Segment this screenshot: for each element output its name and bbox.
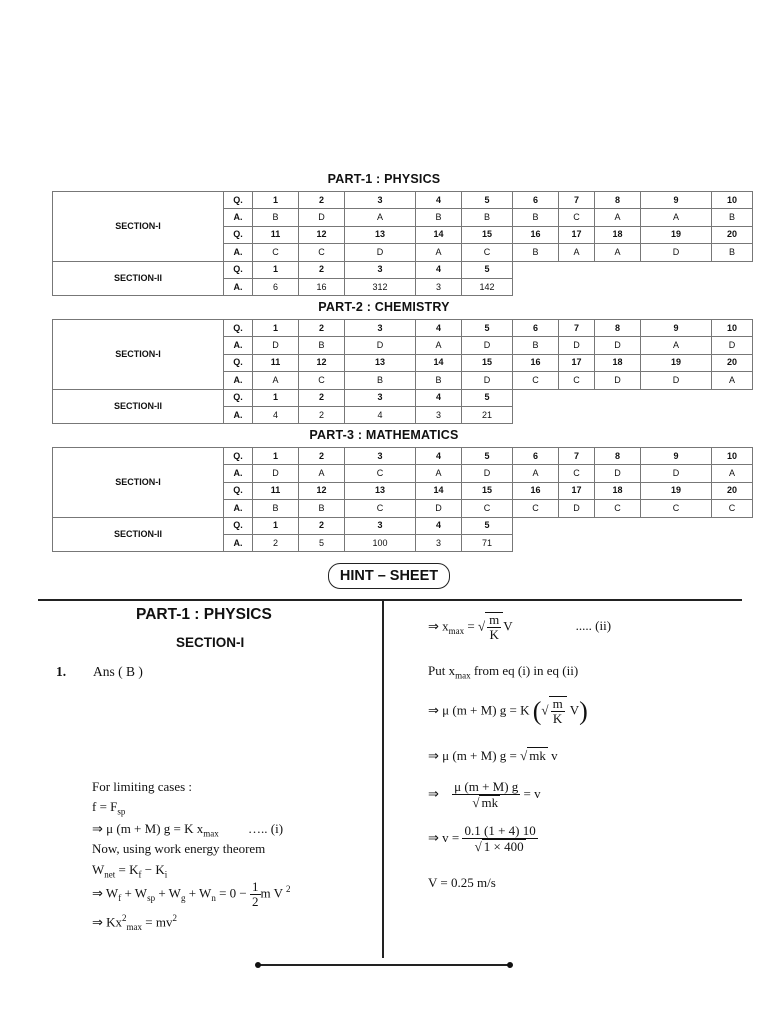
answer-cell: 1: [253, 261, 299, 278]
answer-cell: D: [462, 337, 513, 354]
answer-cell: 1: [253, 517, 299, 534]
row-label: A.: [224, 465, 253, 482]
answer-cell: A: [416, 244, 462, 261]
answer-cell: A: [595, 209, 641, 226]
answer-cell: B: [513, 209, 559, 226]
answer-cell: 4: [253, 406, 299, 423]
row-label: A.: [224, 209, 253, 226]
answer-cell: A: [416, 465, 462, 482]
answer-cell: D: [595, 465, 641, 482]
answer-key-table: [52, 319, 753, 424]
answer-cell: 11: [253, 226, 299, 243]
answer-cell: 5: [462, 517, 513, 534]
answer-label: Ans ( B ): [93, 664, 143, 679]
answer-cell: 14: [416, 482, 462, 499]
answer-cell: 8: [595, 320, 641, 337]
empty-cell: [513, 534, 559, 551]
answer-cell: 16: [513, 226, 559, 243]
answer-cell: 1: [253, 389, 299, 406]
answer-cell: 18: [595, 354, 641, 371]
answer-cell: 11: [253, 354, 299, 371]
substitution-text: Put $x_{max}$ from eq (i) in eq (ii): [428, 663, 579, 681]
empty-cell: [595, 406, 641, 423]
empty-cell: [641, 261, 712, 278]
answer-cell: 11: [253, 482, 299, 499]
answer-cell: 3: [345, 389, 416, 406]
answer-cell: 7: [559, 320, 595, 337]
row-label: Q.: [224, 389, 253, 406]
empty-cell: [641, 517, 712, 534]
end-rule: [258, 964, 510, 966]
equation-a: ⇒ μ (m + M) g = K (√ $\frac{m}{K}$ V): [428, 696, 588, 726]
answer-cell: A: [299, 465, 345, 482]
section-label: SECTION-I: [53, 448, 224, 518]
answer-cell: 17: [559, 482, 595, 499]
empty-cell: [712, 278, 753, 295]
answer-cell: B: [513, 337, 559, 354]
end-rule-left-dot: [255, 962, 261, 968]
answer-cell: 3: [345, 448, 416, 465]
answer-cell: 10: [712, 448, 753, 465]
answer-cell: D: [595, 372, 641, 389]
table-row: [53, 320, 753, 337]
answer-cell: C: [462, 500, 513, 517]
hint-part-title: PART-1 : PHYSICS: [136, 606, 272, 623]
answer-cell: 1: [253, 448, 299, 465]
section-label: SECTION-II: [53, 517, 224, 552]
answer-cell: B: [345, 372, 416, 389]
answer-cell: A: [595, 244, 641, 261]
answer-cell: 8: [595, 448, 641, 465]
answer-cell: 4: [416, 389, 462, 406]
answer-cell: A: [641, 337, 712, 354]
answer-key-table: [52, 447, 753, 552]
table-row: [53, 448, 753, 465]
answer-cell: 9: [641, 320, 712, 337]
row-label: Q.: [224, 448, 253, 465]
section-label: SECTION-I: [53, 320, 224, 390]
empty-cell: [595, 534, 641, 551]
answer-cell: 20: [712, 226, 753, 243]
empty-cell: [595, 389, 641, 406]
answer-cell: C: [559, 209, 595, 226]
answer-cell: 12: [299, 354, 345, 371]
answer-cell: A: [559, 244, 595, 261]
answer-cell: B: [253, 209, 299, 226]
row-label: A.: [224, 406, 253, 423]
equation-c: ⇒ $\frac{\mu (m + M) g}{√ mk}$ = v: [428, 779, 541, 810]
answer-cell: C: [712, 500, 753, 517]
answer-cell: B: [253, 500, 299, 517]
row-label: A.: [224, 278, 253, 295]
answer-cell: 20: [712, 354, 753, 371]
answer-cell: 2: [299, 192, 345, 209]
answer-cell: 18: [595, 482, 641, 499]
answer-cell: 15: [462, 354, 513, 371]
answer-cell: 14: [416, 226, 462, 243]
answer-key-part-title: PART-1 : PHYSICS: [327, 172, 441, 186]
answer-cell: 2: [299, 261, 345, 278]
answer-cell: 3: [416, 406, 462, 423]
answer-cell: B: [299, 337, 345, 354]
row-label: Q.: [224, 320, 253, 337]
answer-cell: D: [299, 209, 345, 226]
answer-cell: 13: [345, 226, 416, 243]
answer-cell: 6: [513, 448, 559, 465]
hint-top-rule: [38, 599, 742, 601]
empty-cell: [712, 261, 753, 278]
answer-cell: 17: [559, 226, 595, 243]
answer-cell: D: [345, 337, 416, 354]
answer-cell: 10: [712, 192, 753, 209]
answer-cell: C: [253, 244, 299, 261]
answer-cell: A: [513, 465, 559, 482]
answer-cell: 6: [253, 278, 299, 295]
answer-cell: C: [513, 372, 559, 389]
answer-cell: 1: [253, 320, 299, 337]
answer-cell: A: [712, 372, 753, 389]
section-label: SECTION-I: [53, 192, 224, 262]
column-divider: [382, 600, 384, 958]
answer-cell: B: [416, 372, 462, 389]
empty-cell: [513, 389, 559, 406]
answer-cell: 16: [513, 482, 559, 499]
answer-cell: D: [462, 372, 513, 389]
answer-cell: 7: [559, 192, 595, 209]
answer-cell: 4: [416, 448, 462, 465]
answer-cell: A: [345, 209, 416, 226]
answer-cell: 5: [462, 389, 513, 406]
answer-cell: 4: [416, 261, 462, 278]
answer-cell: 12: [299, 482, 345, 499]
answer-cell: B: [416, 209, 462, 226]
table-row: [53, 192, 753, 209]
answer-cell: 2: [253, 534, 299, 551]
answer-cell: 142: [462, 278, 513, 295]
answer-cell: D: [641, 465, 712, 482]
answer-cell: 13: [345, 482, 416, 499]
row-label: A.: [224, 500, 253, 517]
answer-key-part-title: PART-2 : CHEMISTRY: [318, 300, 450, 314]
answer-cell: C: [345, 500, 416, 517]
limiting-cases-text: For limiting cases :: [92, 779, 193, 794]
equation-i: ⇒ μ (m + M) g = K $x_{max}$ ….. (i): [92, 821, 284, 839]
answer-cell: 5: [462, 448, 513, 465]
answer-cell: C: [462, 244, 513, 261]
answer-cell: B: [462, 209, 513, 226]
answer-cell: A: [253, 372, 299, 389]
answer-cell: 4: [416, 192, 462, 209]
answer-cell: D: [559, 500, 595, 517]
answer-cell: D: [559, 337, 595, 354]
answer-cell: C: [513, 500, 559, 517]
empty-cell: [559, 517, 595, 534]
answer-cell: D: [462, 465, 513, 482]
row-label: Q.: [224, 482, 253, 499]
answer-cell: C: [595, 500, 641, 517]
empty-cell: [712, 406, 753, 423]
answer-cell: 3: [345, 192, 416, 209]
answer-cell: 2: [299, 320, 345, 337]
answer-cell: 9: [641, 192, 712, 209]
row-label: A.: [224, 372, 253, 389]
answer-key-part-title: PART-3 : MATHEMATICS: [309, 428, 459, 442]
answer-cell: 20: [712, 482, 753, 499]
empty-cell: [559, 406, 595, 423]
row-label: Q.: [224, 517, 253, 534]
answer-cell: 19: [641, 226, 712, 243]
empty-cell: [513, 517, 559, 534]
answer-cell: 2: [299, 448, 345, 465]
answer-cell: 16: [299, 278, 345, 295]
answer-cell: 10: [712, 320, 753, 337]
empty-cell: [513, 278, 559, 295]
answer-cell: 17: [559, 354, 595, 371]
empty-cell: [641, 389, 712, 406]
answer-cell: 2: [299, 406, 345, 423]
answer-cell: 12: [299, 226, 345, 243]
answer-cell: B: [513, 244, 559, 261]
answer-cell: C: [559, 372, 595, 389]
answer-cell: B: [712, 244, 753, 261]
table-row: [53, 389, 753, 406]
work-sum-equation: ⇒ $W_f + W_{sp} + W_g + W_n = 0$ − $\frac{1}{2}$ m V $^2$: [92, 879, 291, 909]
answer-cell: B: [712, 209, 753, 226]
answer-cell: 3: [416, 278, 462, 295]
row-label: Q.: [224, 261, 253, 278]
row-label: A.: [224, 337, 253, 354]
answer-cell: 6: [513, 192, 559, 209]
answer-cell: A: [641, 209, 712, 226]
answer-cell: A: [712, 465, 753, 482]
answer-cell: C: [345, 465, 416, 482]
table-row: [53, 517, 753, 534]
answer-cell: 14: [416, 354, 462, 371]
answer-cell: C: [559, 465, 595, 482]
answer-cell: 21: [462, 406, 513, 423]
end-rule-right-dot: [507, 962, 513, 968]
answer-cell: 5: [462, 320, 513, 337]
empty-cell: [641, 278, 712, 295]
answer-cell: D: [712, 337, 753, 354]
empty-cell: [595, 278, 641, 295]
answer-cell: D: [641, 372, 712, 389]
answer-cell: C: [641, 500, 712, 517]
hint-sheet-badge: HINT – SHEET: [328, 563, 450, 589]
empty-cell: [712, 517, 753, 534]
answer-cell: 3: [345, 320, 416, 337]
empty-cell: [595, 261, 641, 278]
kx-equation: ⇒ $Kx^2_{max} = mv^2$: [92, 913, 177, 932]
answer-cell: 312: [345, 278, 416, 295]
answer-cell: 4: [416, 517, 462, 534]
equation-ii: ⇒ $x_{max}$ = √ $\frac{m}{K}$ V ..... (ii): [428, 612, 612, 642]
final-result: V = 0.25 m/s: [428, 875, 496, 890]
answer-cell: 9: [641, 448, 712, 465]
answer-key-table: [52, 191, 753, 296]
answer-cell: D: [345, 244, 416, 261]
answer-cell: 5: [462, 192, 513, 209]
answer-cell: C: [299, 372, 345, 389]
answer-cell: B: [299, 500, 345, 517]
empty-cell: [559, 261, 595, 278]
answer-cell: A: [416, 337, 462, 354]
empty-cell: [513, 406, 559, 423]
friction-equation: $f = F_{sp}$: [92, 799, 126, 817]
table-row: [53, 261, 753, 278]
empty-cell: [641, 534, 712, 551]
answer-cell: 7: [559, 448, 595, 465]
answer-cell: D: [641, 244, 712, 261]
answer-cell: 3: [345, 517, 416, 534]
equation-d: ⇒ v = $\frac{0.1 (1 + 4) 10}{√ 1 \times 400}$: [428, 823, 536, 854]
answer-cell: 4: [416, 320, 462, 337]
empty-cell: [595, 517, 641, 534]
answer-cell: 5: [299, 534, 345, 551]
section-label: SECTION-II: [53, 389, 224, 424]
equation-b: ⇒ μ (m + M) g = √ mk v: [428, 748, 558, 763]
empty-cell: [513, 261, 559, 278]
answer-cell: D: [416, 500, 462, 517]
answer-cell: 3: [345, 261, 416, 278]
answer-cell: 3: [416, 534, 462, 551]
answer-cell: 19: [641, 482, 712, 499]
row-label: Q.: [224, 192, 253, 209]
answer-cell: C: [299, 244, 345, 261]
answer-cell: 15: [462, 226, 513, 243]
row-label: Q.: [224, 354, 253, 371]
answer-cell: 13: [345, 354, 416, 371]
question-number: 1.: [56, 664, 67, 679]
answer-cell: D: [253, 465, 299, 482]
empty-cell: [559, 534, 595, 551]
answer-cell: 16: [513, 354, 559, 371]
answer-cell: 6: [513, 320, 559, 337]
answer-cell: 2: [299, 389, 345, 406]
answer-cell: 18: [595, 226, 641, 243]
answer-cell: 100: [345, 534, 416, 551]
row-label: A.: [224, 244, 253, 261]
answer-cell: 15: [462, 482, 513, 499]
empty-cell: [559, 278, 595, 295]
wnet-equation: $W_{net} = K_f - K_i$: [92, 862, 168, 880]
answer-cell: 5: [462, 261, 513, 278]
answer-cell: 1: [253, 192, 299, 209]
work-energy-text: Now, using work energy theorem: [92, 841, 266, 856]
row-label: Q.: [224, 226, 253, 243]
row-label: A.: [224, 534, 253, 551]
hint-section-title: SECTION-I: [176, 635, 245, 650]
answer-cell: 71: [462, 534, 513, 551]
answer-cell: 8: [595, 192, 641, 209]
empty-cell: [559, 389, 595, 406]
answer-cell: D: [253, 337, 299, 354]
answer-cell: 19: [641, 354, 712, 371]
answer-cell: D: [595, 337, 641, 354]
empty-cell: [712, 389, 753, 406]
answer-cell: 2: [299, 517, 345, 534]
empty-cell: [712, 534, 753, 551]
empty-cell: [641, 406, 712, 423]
answer-cell: 4: [345, 406, 416, 423]
section-label: SECTION-II: [53, 261, 224, 296]
